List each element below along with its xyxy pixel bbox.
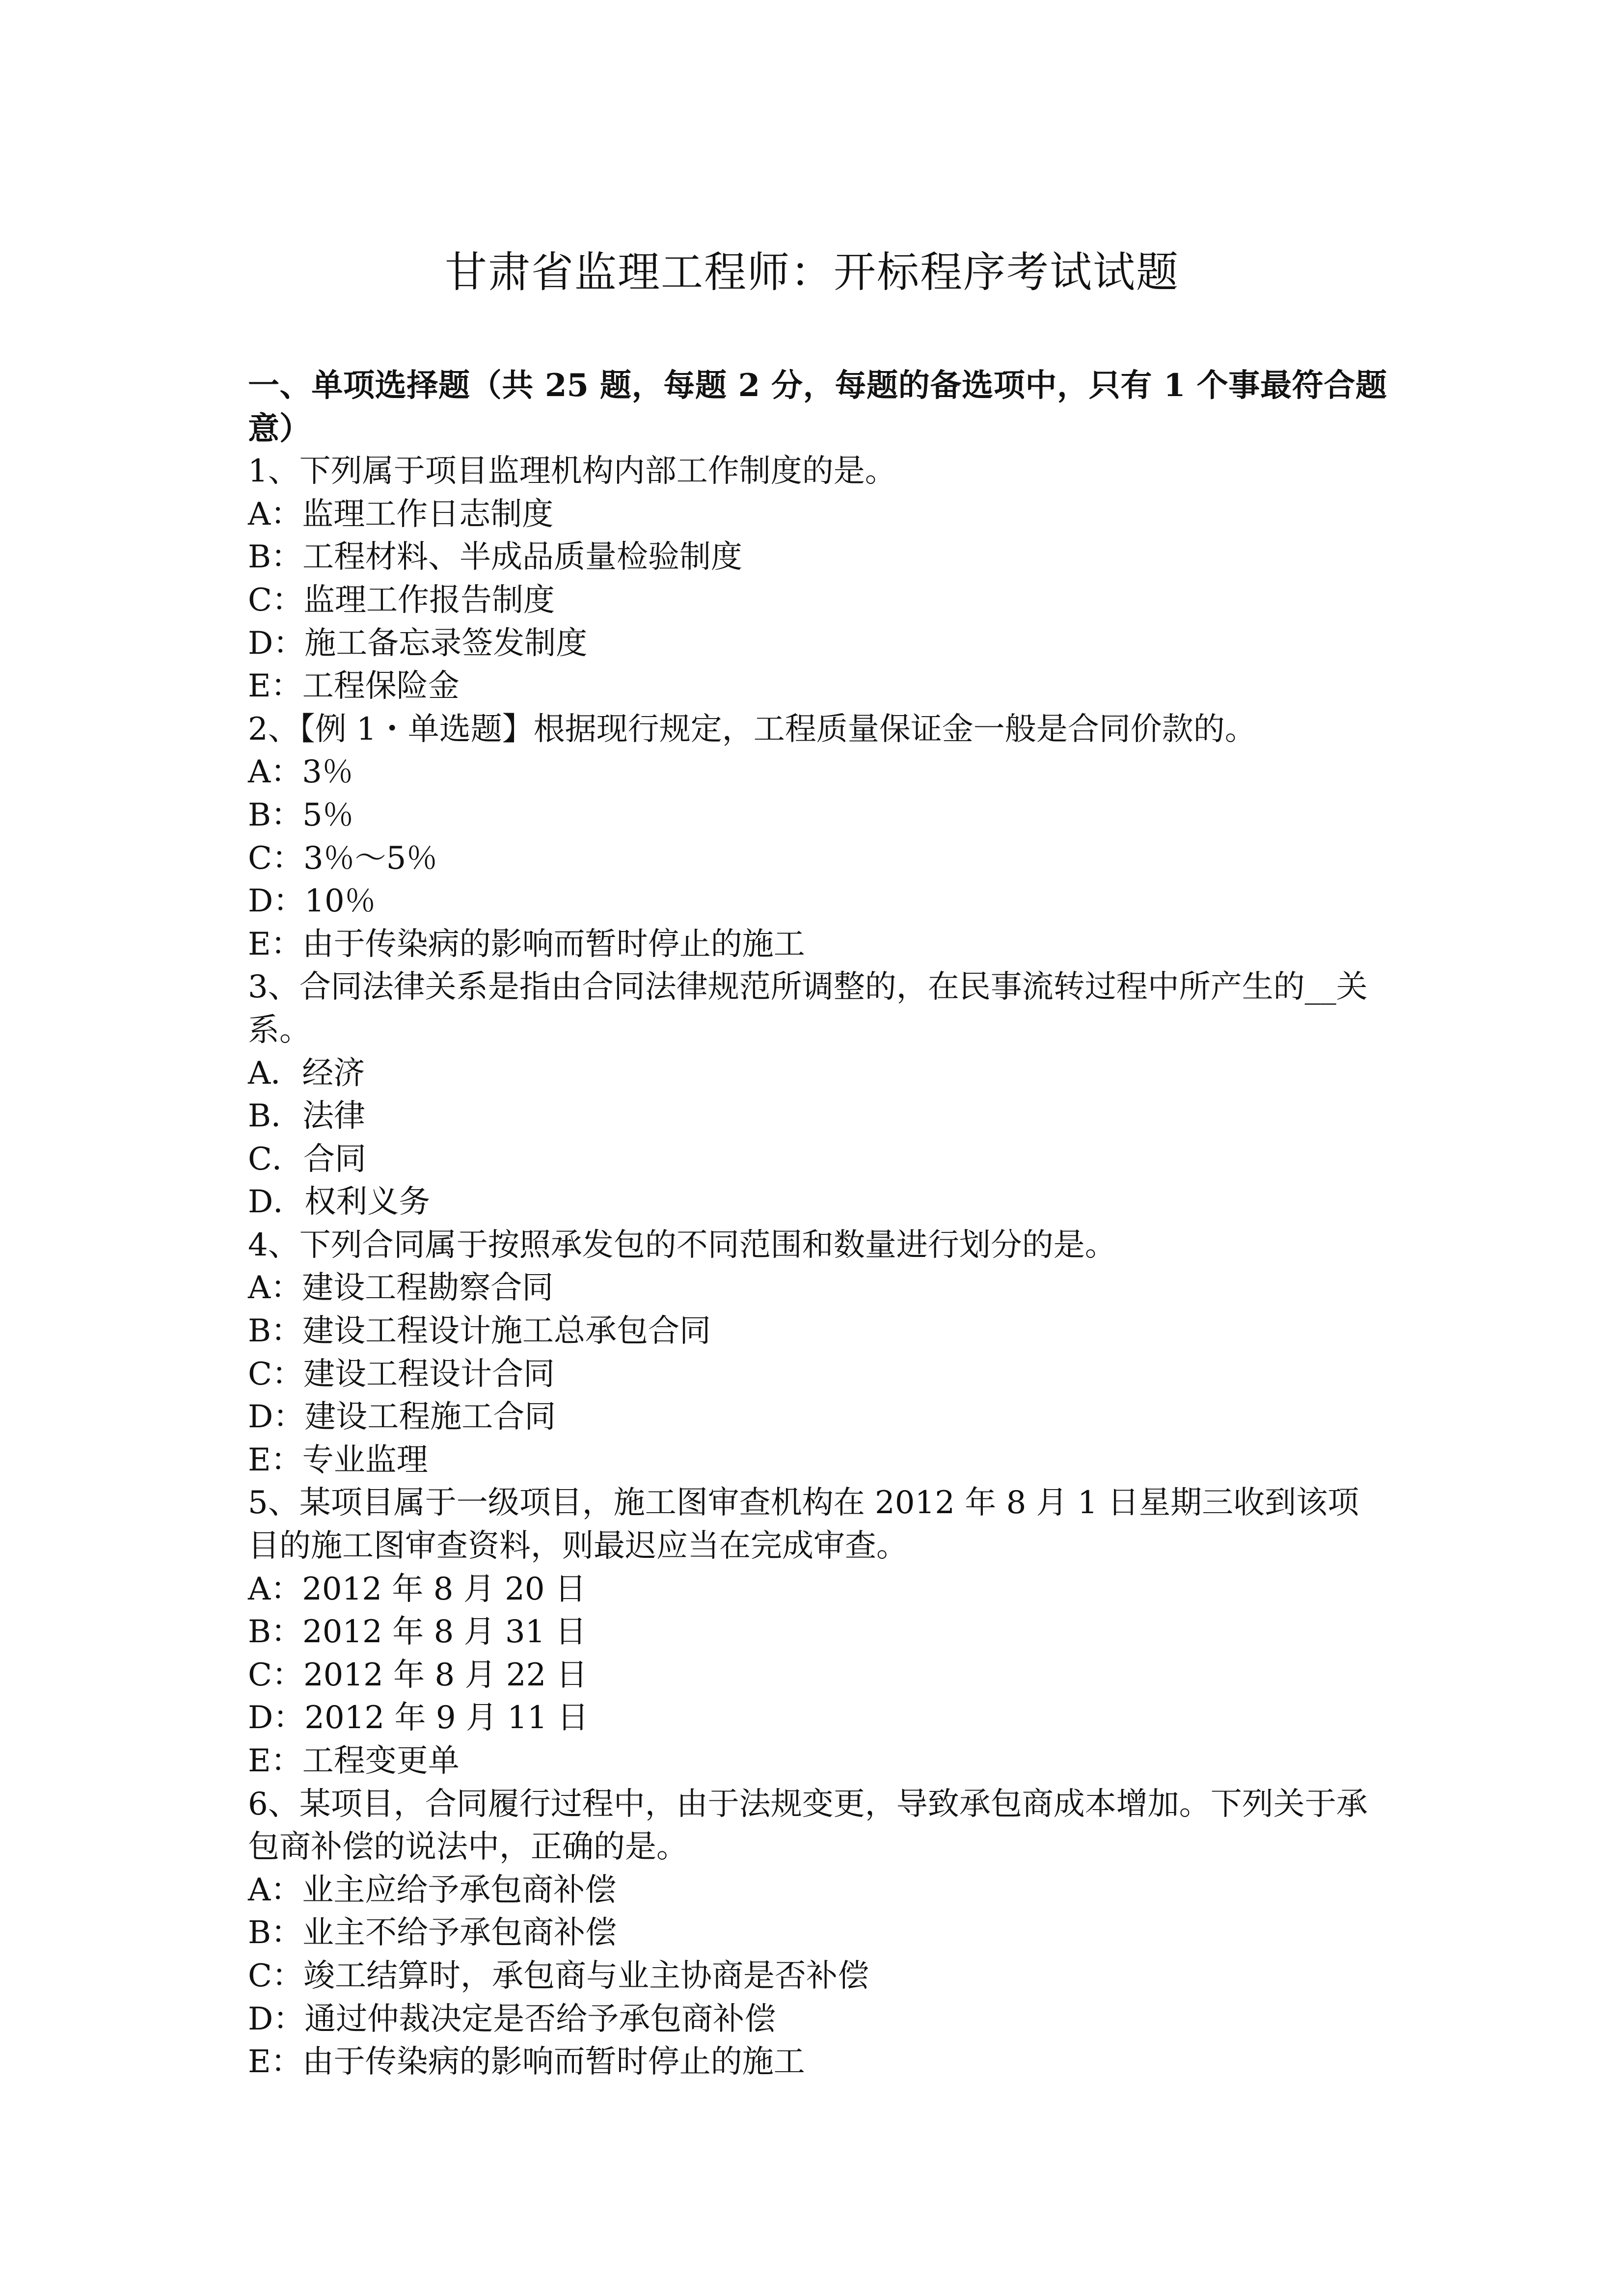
- option-c: C：建设工程设计合同: [248, 1356, 555, 1392]
- option-c: C：2012 年 8 月 22 日: [248, 1656, 588, 1693]
- question-4: [248, 1224, 1387, 1482]
- question-6: [248, 1783, 1387, 2084]
- option-b: B：2012 年 8 月 31 日: [248, 1614, 587, 1651]
- question-stem: 1、下列属于项目监理机构内部工作制度的是。: [248, 453, 896, 490]
- question-stem: 3、合同法律关系是指由合同法律规范所调整的，在民事流转过程中所产生的__关系。: [248, 969, 1368, 1048]
- option-b: B：工程材料、半成品质量检验制度: [248, 539, 743, 576]
- section-heading: 一、单项选择题（共 25 题，每题 2 分，每题的备选项中，只有 1 个事最符合题意）: [248, 367, 1387, 447]
- question-1: [248, 450, 1387, 708]
- question-5: [248, 1482, 1387, 1783]
- question-2: [248, 708, 1387, 966]
- option-a: A：业主应给予承包商补偿: [248, 1871, 617, 1908]
- option-a: A：2012 年 8 月 20 日: [248, 1571, 586, 1607]
- option-a: A：监理工作日志制度: [248, 496, 554, 533]
- option-d: D：通过仲裁决定是否给予承包商补偿: [248, 2001, 776, 2037]
- option-a: A．经济: [248, 1055, 365, 1092]
- option-d: D．权利义务: [248, 1184, 431, 1221]
- option-b: B：业主不给予承包商补偿: [248, 1915, 617, 1951]
- option-b: B．法律: [248, 1098, 366, 1135]
- option-d: D：建设工程施工合同: [248, 1399, 556, 1436]
- question-stem: 2、【例 1・单选题】根据现行规定，工程质量保证金一般是合同价款的。: [248, 711, 1256, 748]
- question-stem: 6、某项目，合同履行过程中，由于法规变更，导致承包商成本增加。下列关于承包商补偿的说法中，正确的是。: [248, 1786, 1368, 1866]
- option-e: E：工程保险金: [248, 668, 460, 705]
- option-e: E：工程变更单: [248, 1743, 460, 1779]
- option-d: D：10％: [248, 883, 376, 920]
- option-e: E：专业监理: [248, 1442, 428, 1478]
- option-b: B：5％: [248, 797, 354, 833]
- option-a: A：建设工程勘察合同: [248, 1270, 554, 1307]
- option-a: A：3％: [248, 754, 353, 791]
- option-c: C：3％～5％: [248, 840, 438, 877]
- option-e: E：由于传染病的影响而暂时停止的施工: [248, 926, 805, 962]
- option-d: D：施工备忘录签发制度: [248, 625, 588, 662]
- question-stem: 5、某项目属于一级项目，施工图审查机构在 2012 年 8 月 1 日星期三收到该项目的施工图审查资料，则最迟应当在完成审查。: [248, 1485, 1359, 1565]
- option-e: E：由于传染病的影响而暂时停止的施工: [248, 2044, 805, 2081]
- option-c: C：监理工作报告制度: [248, 582, 555, 618]
- option-c: C：竣工结算时，承包商与业主协商是否补偿: [248, 1957, 869, 1994]
- document-title: 甘肃省监理工程师：开标程序考试试题: [445, 248, 1179, 297]
- document-body: [248, 364, 1387, 2084]
- question-3: [248, 966, 1387, 1224]
- option-d: D：2012 年 9 月 11 日: [248, 1700, 589, 1736]
- option-b: B：建设工程设计施工总承包合同: [248, 1313, 711, 1350]
- option-c: C．合同: [248, 1141, 366, 1177]
- question-stem: 4、下列合同属于按照承发包的不同范围和数量进行划分的是。: [248, 1227, 1116, 1263]
